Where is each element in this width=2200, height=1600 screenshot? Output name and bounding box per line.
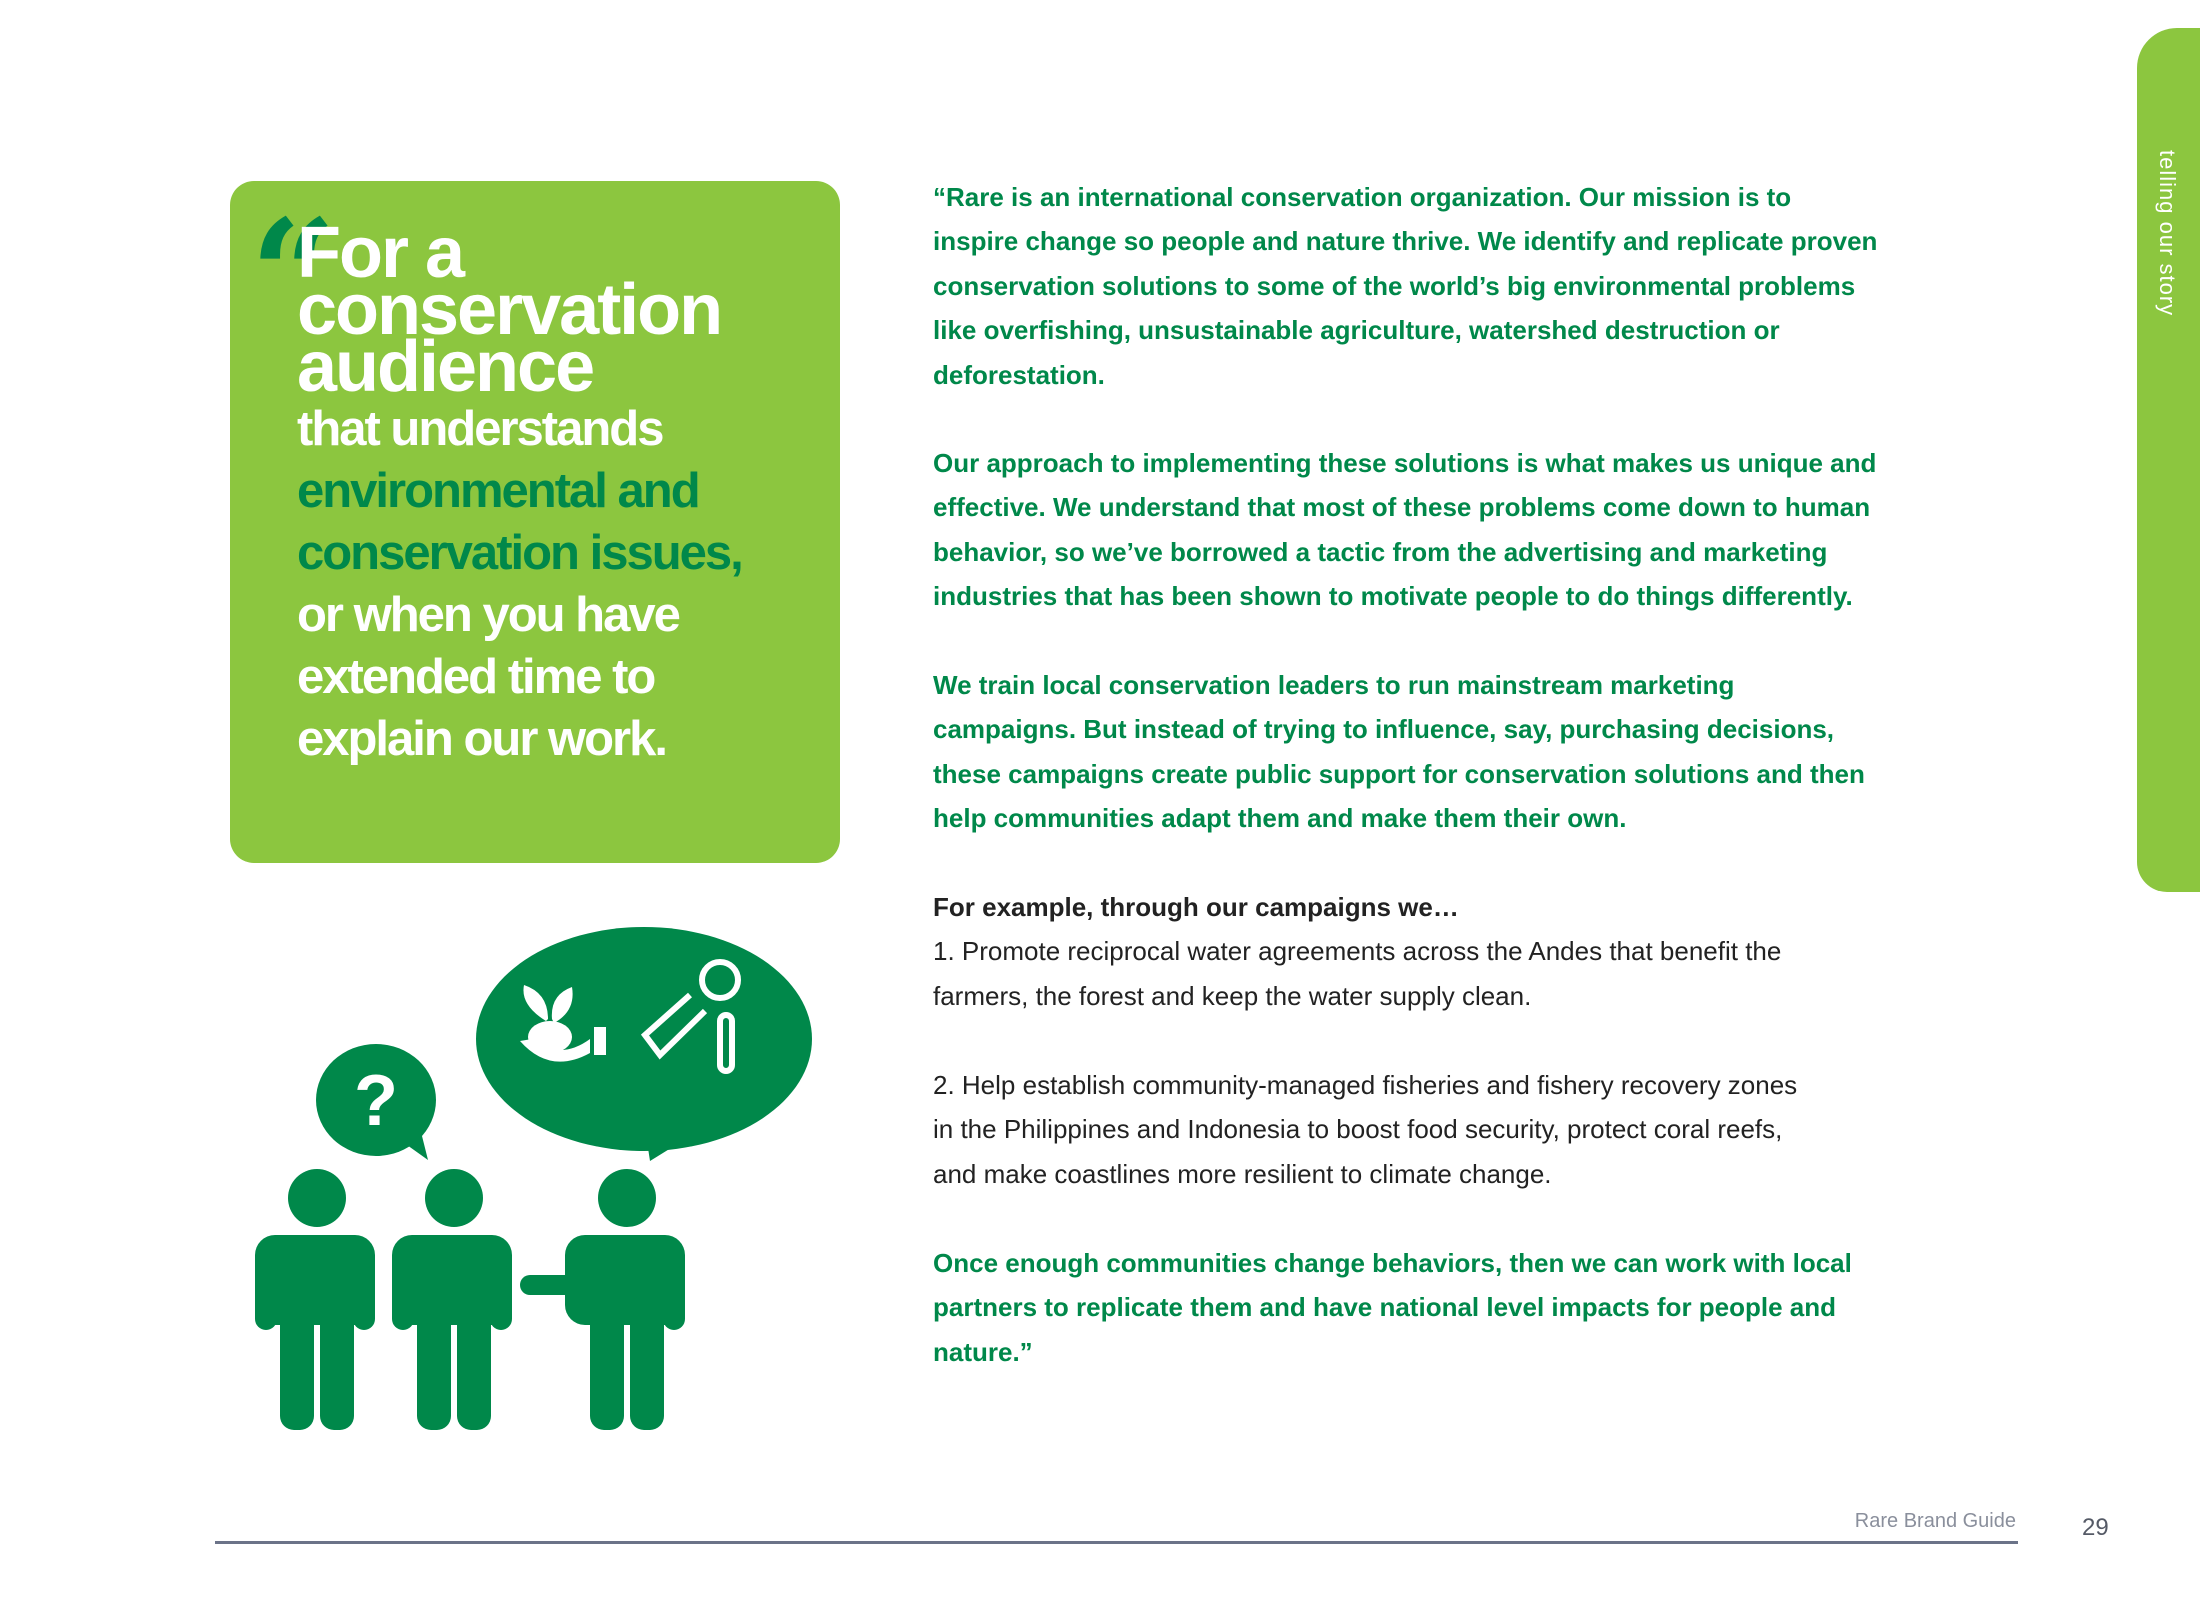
- training-paragraph: [933, 663, 1963, 841]
- example-two: [933, 1063, 1963, 1196]
- body-line: industries that has been shown to motivate people to do things differently.: [933, 581, 1853, 612]
- question-mark-icon: ?: [354, 1061, 398, 1141]
- quote-line: explain our work.: [297, 712, 666, 766]
- idea-speech-bubble: [476, 927, 812, 1151]
- body-line: farmers, the forest and keep the water supply clean.: [933, 980, 1532, 1011]
- body-line: Once enough communities change behaviors, then we can work with local: [933, 1248, 1852, 1278]
- body-line: Our approach to implementing these solutions is what makes us unique and: [933, 448, 1877, 478]
- quote-mark-icon: “: [250, 187, 337, 363]
- idea-bubble-tail: [646, 1135, 692, 1161]
- quote-line: extended time to: [297, 650, 655, 704]
- footer-label: Rare Brand Guide: [1854, 1510, 2016, 1532]
- footer-rule: [215, 1541, 2018, 1544]
- body-line: deforestation.: [933, 359, 1105, 390]
- body-line: conservation solutions to some of the world’s big environmental problems: [933, 270, 1856, 301]
- body-line: help communities adapt them and make them their own.: [933, 803, 1627, 834]
- body-line: We train local conservation leaders to run mainstream marketing: [933, 670, 1735, 700]
- quote-line: or when you have: [297, 588, 679, 642]
- body-line: and make coastlines more resilient to climate change.: [933, 1158, 1552, 1189]
- examples-section: [933, 885, 1963, 1018]
- quote-line: environmental and: [297, 464, 699, 518]
- person-icon: [255, 1169, 375, 1430]
- body-line: partners to replicate them and have national level impacts for people and: [933, 1292, 1837, 1323]
- person-icon: [392, 1169, 512, 1430]
- pointing-person-icon: [520, 1169, 685, 1430]
- body-line: nature.”: [933, 1336, 1033, 1367]
- body-line: inspire change so people and nature thrive. We identify and replicate proven: [933, 226, 1878, 257]
- body-line: effective. We understand that most of these problems come down to human: [933, 492, 1871, 523]
- body-line: behavior, so we’ve borrowed a tactic from the advertising and marketing: [933, 536, 1828, 567]
- page-number: 29: [2082, 1514, 2109, 1541]
- body-line: “Rare is an international conservation organization. Our mission is to: [933, 182, 1792, 212]
- body-line: like overfishing, unsustainable agriculture, watershed destruction or: [933, 315, 1780, 346]
- section-tab-label: telling our story: [2155, 150, 2180, 317]
- quote-line: For a: [297, 213, 464, 293]
- quote-line: conservation: [297, 270, 722, 350]
- examples-heading: For example, through our campaigns we…: [933, 892, 1459, 922]
- quote-line: that understands: [297, 402, 663, 456]
- quote-line: conservation issues,: [297, 526, 742, 580]
- body-line: campaigns. But instead of trying to influence, say, purchasing decisions,: [933, 714, 1835, 745]
- quote-line: audience: [297, 327, 594, 407]
- closing-paragraph: [933, 1241, 1963, 1374]
- approach-paragraph: [933, 441, 1963, 619]
- people-conversation-illustration: [250, 915, 820, 1435]
- quote-heading: [297, 213, 837, 768]
- body-line: in the Philippines and Indonesia to boost food security, protect coral reefs,: [933, 1114, 1783, 1145]
- intro-paragraph: [933, 175, 1963, 397]
- body-line: 1. Promote reciprocal water agreements across the Andes that benefit the: [933, 936, 1782, 967]
- body-line: 2. Help establish community-managed fisheries and fishery recovery zones: [933, 1070, 1798, 1100]
- body-line: these campaigns create public support for conservation solutions and then: [933, 758, 1865, 789]
